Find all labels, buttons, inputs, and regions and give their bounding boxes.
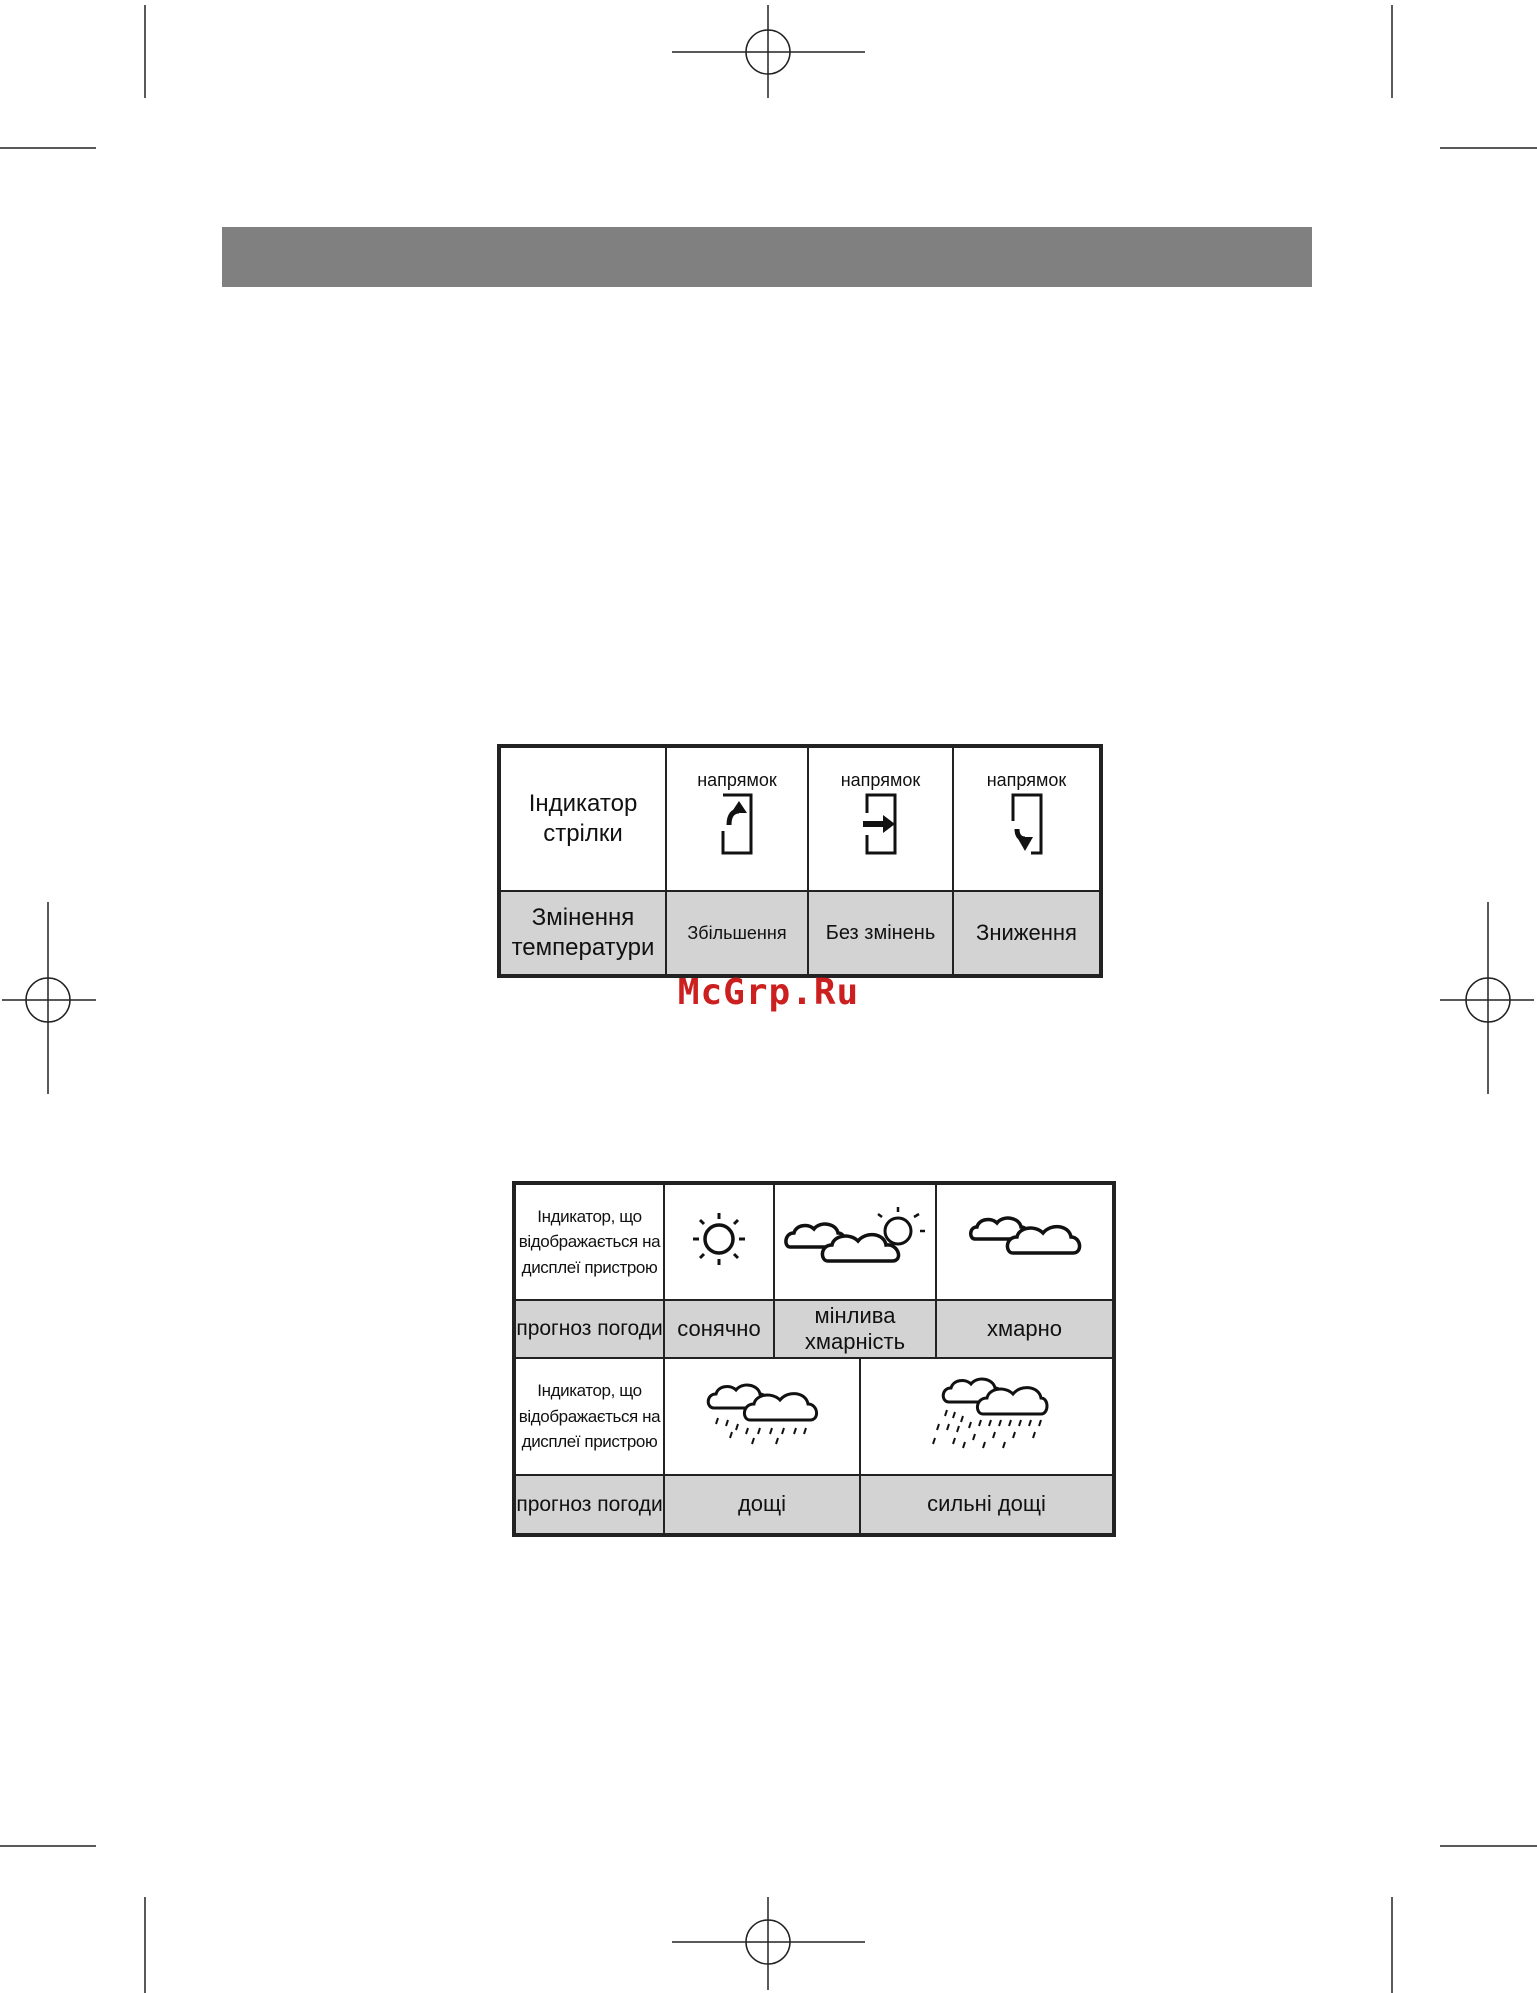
arrow-up-icon [717, 791, 757, 857]
value-cell [774, 1300, 936, 1358]
sun-icon [687, 1207, 751, 1271]
rain-cell [664, 1358, 860, 1475]
weather-forecast-table [512, 1181, 1116, 1537]
value-cell [953, 891, 1101, 976]
indicator-label-cell [499, 746, 666, 891]
cloudy-icon [965, 1209, 1085, 1269]
direction-label: напрямок [697, 769, 777, 790]
temperature-change-label: Змінення температури [511, 904, 655, 961]
partly-cloudy-icon [780, 1203, 930, 1275]
arrow-down-icon [1007, 791, 1047, 857]
rain-value: дощі [737, 1491, 787, 1517]
registration-mark-bottom [672, 1897, 865, 1990]
value-cell [808, 891, 953, 976]
rain-icon [702, 1382, 822, 1446]
indicator-label: Індикатор, що відображається на дисплеї пристрою [518, 1381, 661, 1452]
value-cell [664, 1300, 774, 1358]
sun-cell [664, 1183, 774, 1300]
forecast-label: прогноз погоди [516, 1317, 663, 1341]
indicator-label-cell [514, 1183, 664, 1300]
partly-cloudy-value: мінлива хмарність [804, 1302, 906, 1354]
value-cell [664, 1475, 860, 1535]
registration-mark-top [672, 5, 865, 98]
decrease-value: Зниження [976, 920, 1077, 946]
value-cell [666, 891, 808, 976]
partly-cloudy-cell [774, 1183, 936, 1300]
no-change-value: Без змінень [825, 921, 936, 944]
temperature-trend-table [497, 744, 1103, 978]
forecast-label-cell [514, 1475, 664, 1535]
watermark: McGrp.Ru [677, 972, 860, 1013]
increase-value: Збільшення [687, 922, 787, 943]
heavy-rain-cell [860, 1358, 1114, 1475]
value-cell [936, 1300, 1114, 1358]
arrow-right-cell [808, 746, 953, 891]
cloudy-cell [936, 1183, 1114, 1300]
value-cell [860, 1475, 1114, 1535]
forecast-label: прогноз погоди [516, 1492, 663, 1516]
indicator-label: Індикатор стрілки [528, 790, 638, 847]
forecast-label-cell [514, 1300, 664, 1358]
sunny-value: сонячно [677, 1315, 761, 1341]
cloudy-value: хмарно [987, 1315, 1062, 1341]
heavy-rain-value: сильні дощі [927, 1491, 1046, 1517]
arrow-down-cell [953, 746, 1101, 891]
indicator-label-cell [514, 1358, 664, 1475]
indicator-label: Індикатор, що відображається на дисплеї пристрою [518, 1206, 661, 1277]
arrow-right-icon [861, 791, 901, 857]
direction-label: напрямок [840, 769, 921, 790]
temperature-change-label-cell [499, 891, 666, 976]
arrow-up-cell [666, 746, 808, 891]
heavy-rain-icon [925, 1376, 1049, 1452]
direction-label: напрямок [986, 769, 1067, 790]
section-header-bar [222, 227, 1312, 287]
